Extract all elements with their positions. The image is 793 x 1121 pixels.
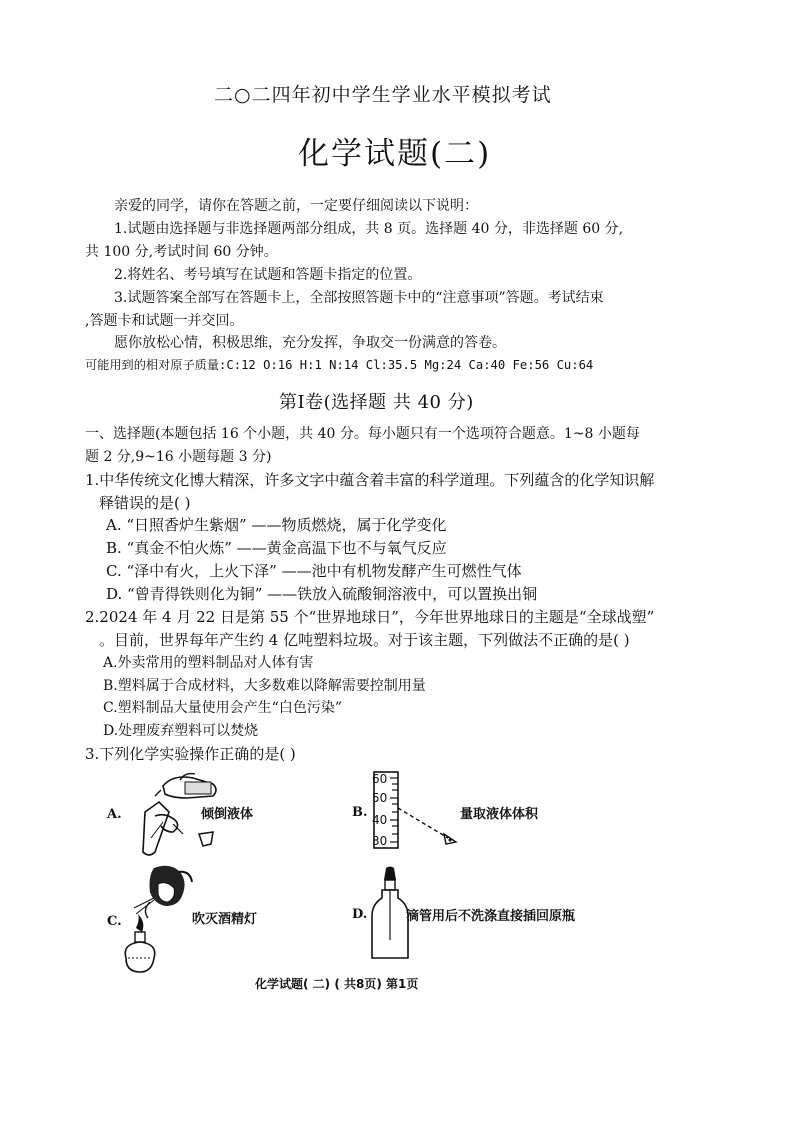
q2-stem-line1: 2.2024 年 4 月 22 日是第 55 个“世界地球日”，今年世界地球日的主题是“全球战塑” <box>85 608 655 626</box>
q2-option-c: C.塑料制品大量使用会产生“白色污染” <box>103 700 342 716</box>
q1-option-b: B. “真金不怕火炼” ——黄金高温下也不与氧气反应 <box>106 539 447 557</box>
q1-stem-line1: 1.中华传统文化博大精深，许多文字中蕴含着丰富的科学道理。下列蕴含的化学知识解 <box>85 471 655 489</box>
q1-option-d: D. “曾青得铁则化为铜” ——铁放入硫酸铜溶液中，可以置换出铜 <box>106 585 538 603</box>
q3-stem: 3.下列化学实验操作正确的是( ) <box>85 745 296 763</box>
q1-option-c: C. “泽中有火，上火下泽” ——池中有机物发酵产生可燃性气体 <box>106 562 522 580</box>
fig-c-caption: 吹灭酒精灯 <box>192 912 258 927</box>
instructions-item1-line2: 共 100 分,考试时间 60 分钟。 <box>85 244 278 260</box>
cylinder-tick-40: 40 <box>372 813 388 827</box>
page-footer: 化学试题( 二) ( 共8页) 第1页 <box>255 977 419 991</box>
instructions-item1-line1: 1.试题由选择题与非选择题两部分组成，共 8 页。选择题 40 分，非选择题 60 分, <box>114 221 624 237</box>
fig-d-label: D. <box>352 907 368 922</box>
cylinder-tick-60: 60 <box>372 772 388 786</box>
q1-option-a: A. “日照香炉生紫烟” ——物质燃烧，属于化学变化 <box>106 516 447 534</box>
q2-option-b: B.塑料属于合成材料，大多数难以降解需要控制用量 <box>103 678 426 694</box>
dropper-bottle-illustration <box>370 866 410 962</box>
instructions-wish: 愿你放松心情，积极思维，充分发挥，争取交一份满意的答卷。 <box>114 335 506 351</box>
section-intro-line1: 一、选择题(本题包括 16 个小题，共 40 分。每小题只有一个选项符合题意。1~8 小题每 <box>85 426 640 442</box>
q2-option-a: A.外卖常用的塑料制品对人体有害 <box>103 655 314 671</box>
fig-d-caption: 滴管用后不洗涤直接插回原瓶 <box>406 909 576 924</box>
section-intro-line2: 题 2 分,9~16 小题每题 3 分) <box>85 449 272 465</box>
cylinder-tick-50: 50 <box>372 791 388 805</box>
q2-option-d: D.处理废弃塑料可以焚烧 <box>103 723 259 739</box>
instructions-item2: 2.将姓名、考号填写在试题和答题卡指定的位置。 <box>114 267 422 283</box>
exam-title: 二○二四年初中学生学业水平模拟考试 <box>214 84 552 106</box>
instructions-item3-line2: ,答题卡和试题一并交回。 <box>85 313 244 329</box>
fig-a-caption: 倾倒液体 <box>201 807 254 822</box>
fig-b-label: B. <box>352 805 368 820</box>
section-title: 第Ⅰ卷(选择题 共 40 分) <box>279 392 474 413</box>
q1-stem-line2: 释错误的是( ) <box>99 494 191 512</box>
fig-a-label: A. <box>107 807 122 822</box>
paper-title: 化学试题(二) <box>298 136 492 172</box>
fig-b-caption: 量取液体体积 <box>460 807 539 822</box>
atomic-masses: 可能用到的相对原子质量:C:12 O:16 H:1 N:14 Cl:35.5 Mg:24 Ca:40 Fe:56 Cu:64 <box>85 358 594 372</box>
instructions-item3-line1: 3.试题答案全部写在答题卡上，全部按照答题卡中的“注意事项”答题。考试结束 <box>114 290 604 306</box>
fig-c-label: C. <box>107 914 122 929</box>
instructions-greeting: 亲爱的同学，请你在答题之前，一定要仔细阅读以下说明： <box>114 198 478 214</box>
q2-stem-line2: 。目前，世界每年产生约 4 亿吨塑料垃圾。对于该主题，下列做法不正确的是( ) <box>99 631 630 649</box>
cylinder-tick-30: 30 <box>372 834 388 848</box>
